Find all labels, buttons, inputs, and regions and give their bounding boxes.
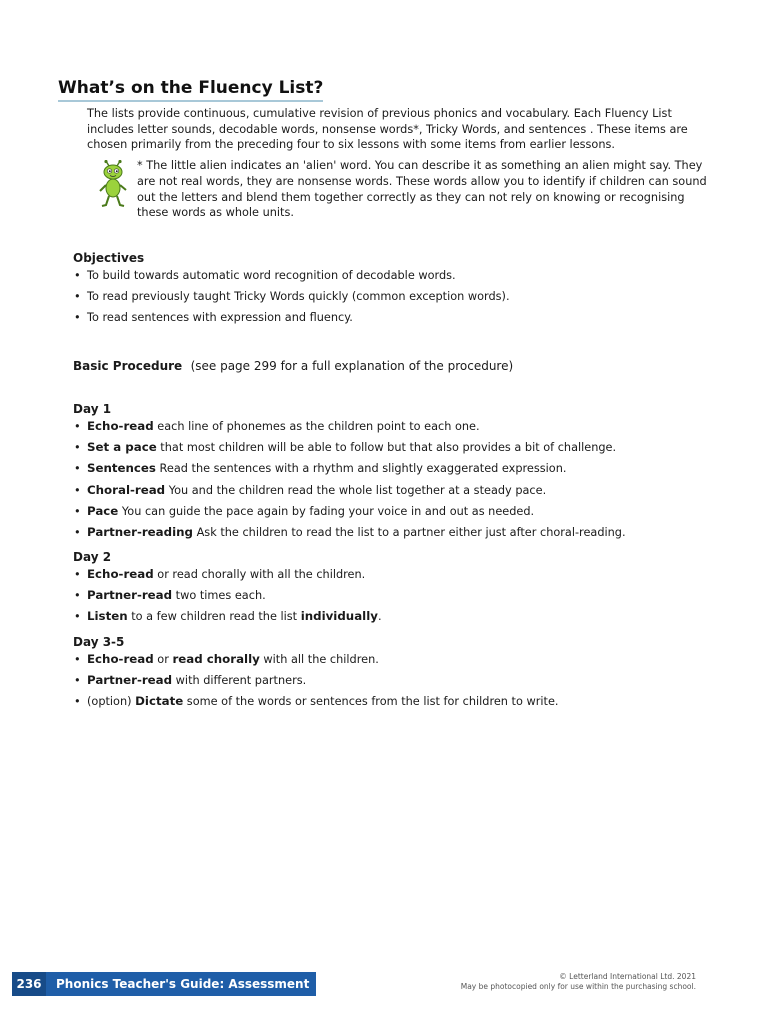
day1-heading: Day 1 bbox=[73, 402, 112, 416]
keyword: Echo-read bbox=[87, 652, 154, 666]
list-item: • To build towards automatic word recognition of decodable words. bbox=[73, 268, 723, 283]
alien-icon bbox=[95, 160, 131, 210]
copyright-notice bbox=[461, 972, 696, 992]
list-item bbox=[73, 483, 723, 498]
keyword: Partner-reading bbox=[87, 524, 193, 539]
list-item bbox=[73, 652, 723, 667]
usage-notice: May be photocopied only for use within the purchasing school. bbox=[460, 982, 696, 991]
day1-section bbox=[73, 402, 723, 546]
keyword: read chorally bbox=[172, 652, 260, 666]
item-text: You and the children read the whole list together at a steady pace. bbox=[165, 483, 547, 497]
list-item bbox=[73, 525, 723, 540]
objectives-section bbox=[73, 251, 723, 332]
keyword: Listen bbox=[87, 609, 128, 624]
list-item: • To read previously taught Tricky Words quickly (common exception words). bbox=[73, 289, 723, 304]
keyword: Dictate bbox=[135, 694, 184, 709]
list-item bbox=[73, 673, 723, 688]
list-item bbox=[73, 504, 723, 519]
footer-bar bbox=[12, 972, 316, 996]
item-text: two times each. bbox=[172, 589, 266, 603]
list-item bbox=[73, 440, 723, 455]
keyword: individually bbox=[300, 609, 378, 624]
day2-heading: Day 2 bbox=[73, 550, 112, 564]
keyword: Choral-read bbox=[87, 482, 166, 497]
keyword: Echo-read bbox=[87, 567, 154, 581]
alien-note: * The little alien indicates an 'alien' word. You can describe it as something an alien might say. They are not real words, they are nonsense words. These words allow you to identify if children can sound out the letters and blend them together correctly as they can not rely on knowing or recognising these words as whole units. bbox=[137, 159, 707, 220]
page-title: What’s on the Fluency List? bbox=[58, 78, 323, 102]
intro-paragraph: The lists provide continuous, cumulative revision of previous phonics and vocabulary. Each Fluency List includes letter sounds, decodable words, nonsense words*, Tricky Words, and sentences . These items are chosen primarily from the preceding four to six lessons with some items from earlier lessons. bbox=[87, 107, 688, 152]
item-text: Ask the children to read the list to a partner either just after choral-reading. bbox=[192, 525, 626, 539]
keyword: Echo-read bbox=[87, 419, 154, 433]
item-text: . bbox=[377, 610, 382, 624]
objectives-heading: Objectives bbox=[73, 251, 145, 265]
footer-title: Phonics Teacher's Guide: Assessment bbox=[56, 977, 310, 991]
copyright-line: © Letterland International Ltd. 2021 bbox=[559, 972, 696, 981]
item-text: or bbox=[153, 653, 173, 666]
keyword: Sentences bbox=[87, 461, 156, 476]
procedure-heading bbox=[73, 359, 723, 373]
list-item bbox=[73, 461, 723, 476]
day3-section bbox=[73, 635, 723, 716]
keyword: Pace bbox=[87, 503, 119, 518]
list-item bbox=[73, 609, 723, 624]
item-text: You can guide the pace again by fading your voice in and out as needed. bbox=[118, 504, 535, 518]
item-text: or read chorally with all the children. bbox=[153, 568, 366, 581]
day3-list bbox=[73, 652, 723, 709]
item-text: with different partners. bbox=[172, 674, 307, 688]
day2-section bbox=[73, 550, 723, 631]
keyword: Set a pace bbox=[87, 440, 157, 455]
keyword: Partner-read bbox=[87, 673, 173, 688]
list-item bbox=[73, 694, 723, 709]
objectives-list bbox=[73, 268, 723, 325]
item-text: to a few children read the list bbox=[127, 610, 301, 624]
keyword: Partner-read bbox=[87, 588, 173, 603]
item-text: that most children will be able to follow but that also provides a bit of challenge. bbox=[156, 441, 617, 455]
item-text: with all the children. bbox=[259, 653, 379, 666]
item-text: some of the words or sentences from the list for children to write. bbox=[183, 695, 559, 709]
list-item bbox=[73, 567, 723, 582]
procedure-aside: (see page 299 for a full explanation of the procedure) bbox=[190, 359, 514, 373]
procedure-section bbox=[73, 359, 723, 376]
list-item bbox=[73, 588, 723, 603]
list-item bbox=[73, 419, 723, 434]
day3-heading: Day 3-5 bbox=[73, 635, 125, 649]
day1-list bbox=[73, 419, 723, 540]
item-text: (option) bbox=[87, 695, 136, 709]
list-item: • To read sentences with expression and fluency. bbox=[73, 310, 723, 325]
procedure-title: Basic Procedure bbox=[73, 359, 183, 373]
item-text: each line of phonemes as the children point to each one. bbox=[153, 420, 480, 433]
page-number: 236 bbox=[12, 972, 46, 996]
item-text: Read the sentences with a rhythm and slightly exaggerated expression. bbox=[155, 462, 567, 476]
day2-list bbox=[73, 567, 723, 624]
